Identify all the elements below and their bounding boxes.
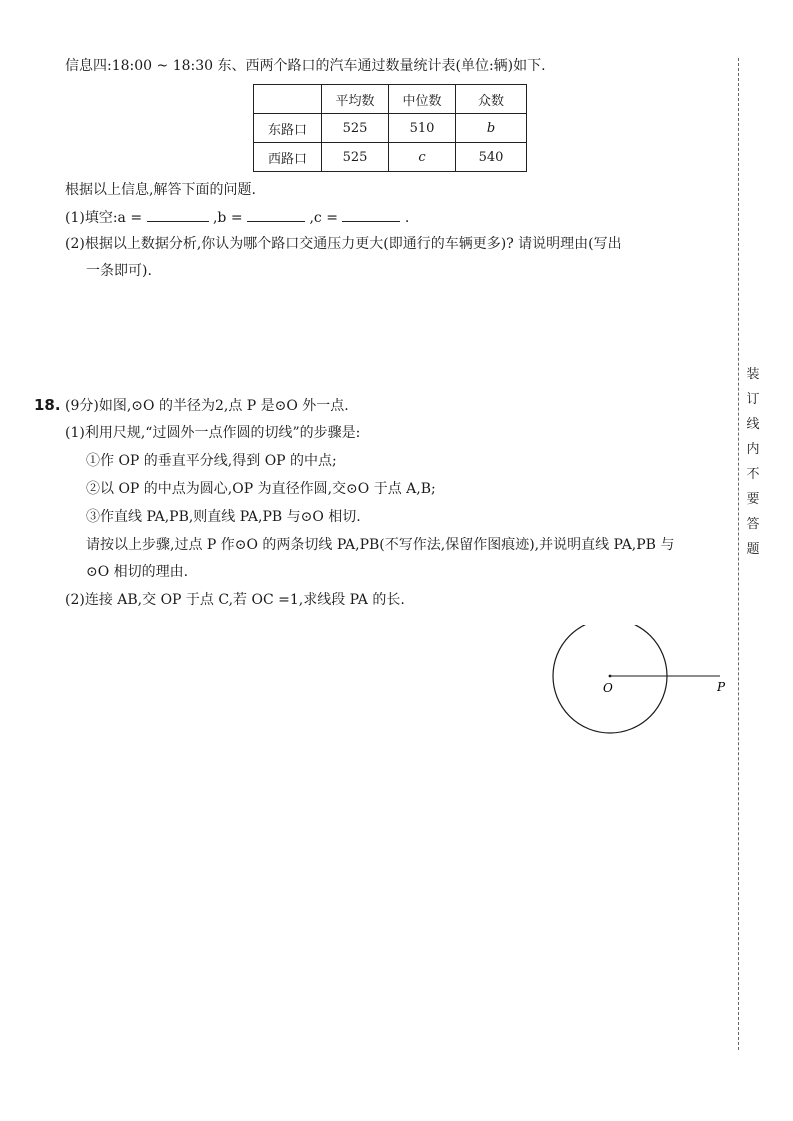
binding-char: 题 bbox=[746, 542, 760, 557]
binding-dashed-line bbox=[738, 58, 739, 1050]
answer-blank-b[interactable] bbox=[247, 207, 305, 222]
q18-step3: ③作直线 PA,PB,则直线 PA,PB 与⊙O 相切. bbox=[86, 509, 361, 525]
q17-part1-c-label: ,c = bbox=[309, 210, 338, 226]
binding-char: 不 bbox=[746, 467, 760, 482]
binding-notice bbox=[744, 362, 762, 562]
table-cell: 东路口 bbox=[254, 114, 322, 143]
q18-stem bbox=[34, 395, 349, 416]
table-cell: 540 bbox=[456, 143, 527, 172]
table-header-cell: 众数 bbox=[456, 85, 527, 114]
q17-part1-b-label: ,b = bbox=[212, 210, 243, 226]
binding-char: 内 bbox=[746, 442, 760, 457]
q17-part2-line2: 一条即可). bbox=[86, 263, 152, 279]
table-cell: 510 bbox=[389, 114, 456, 143]
question-number: 18. bbox=[34, 396, 61, 414]
circle-figure bbox=[545, 625, 745, 735]
binding-char: 订 bbox=[746, 392, 760, 407]
binding-char: 装 bbox=[746, 367, 760, 382]
answer-blank-a[interactable] bbox=[147, 207, 209, 222]
label-o: O bbox=[603, 681, 613, 695]
table-cell: b bbox=[456, 114, 527, 143]
q17-part1-end: . bbox=[404, 210, 410, 226]
table-cell: 西路口 bbox=[254, 143, 322, 172]
table-header-cell: 平均数 bbox=[322, 85, 389, 114]
q17-part1-prefix: (1)填空:a = bbox=[65, 210, 143, 226]
binding-char: 线 bbox=[746, 417, 760, 432]
answer-blank-c[interactable] bbox=[342, 207, 400, 222]
table-row bbox=[254, 114, 527, 143]
circle-o bbox=[553, 625, 667, 733]
table-cell: c bbox=[389, 143, 456, 172]
table-header-cell bbox=[254, 85, 322, 114]
q18-part2: (2)连接 AB,交 OP 于点 C,若 OC =1,求线段 PA 的长. bbox=[65, 592, 405, 608]
q18-stem-text: (9分)如图,⊙O 的半径为2,点 P 是⊙O 外一点. bbox=[65, 398, 349, 414]
table-header-cell: 中位数 bbox=[389, 85, 456, 114]
table-header-row bbox=[254, 85, 527, 114]
q18-instruction-line1: 请按以上步骤,过点 P 作⊙O 的两条切线 PA,PB(不写作法,保留作图痕迹),并说明直线 PA,PB 与 bbox=[86, 537, 675, 553]
table-cell: 525 bbox=[322, 143, 389, 172]
q17-intro: 根据以上信息,解答下面的问题. bbox=[65, 182, 256, 198]
q17-part2-line1: (2)根据以上数据分析,你认为哪个路口交通压力更大(即通行的车辆更多)? 请说明理由(写出 bbox=[65, 236, 622, 252]
q18-instruction-line2: ⊙O 相切的理由. bbox=[86, 564, 189, 580]
label-p: P bbox=[717, 680, 726, 694]
q18-step1: ①作 OP 的垂直平分线,得到 OP 的中点; bbox=[86, 453, 337, 469]
info4-title: 信息四:18:00 ~ 18:30 东、西两个路口的汽车通过数量统计表(单位:辆)如下. bbox=[65, 58, 546, 74]
table-row bbox=[254, 143, 527, 172]
binding-char: 要 bbox=[746, 492, 760, 507]
table-cell: 525 bbox=[322, 114, 389, 143]
q18-part1-intro: (1)利用尺规,“过圆外一点作圆的切线”的步骤是: bbox=[65, 425, 361, 441]
traffic-stats-table bbox=[253, 84, 527, 172]
binding-char: 答 bbox=[746, 517, 760, 532]
q17-part1 bbox=[65, 207, 409, 228]
q18-step2: ②以 OP 的中点为圆心,OP 为直径作圆,交⊙O 于点 A,B; bbox=[86, 481, 436, 497]
